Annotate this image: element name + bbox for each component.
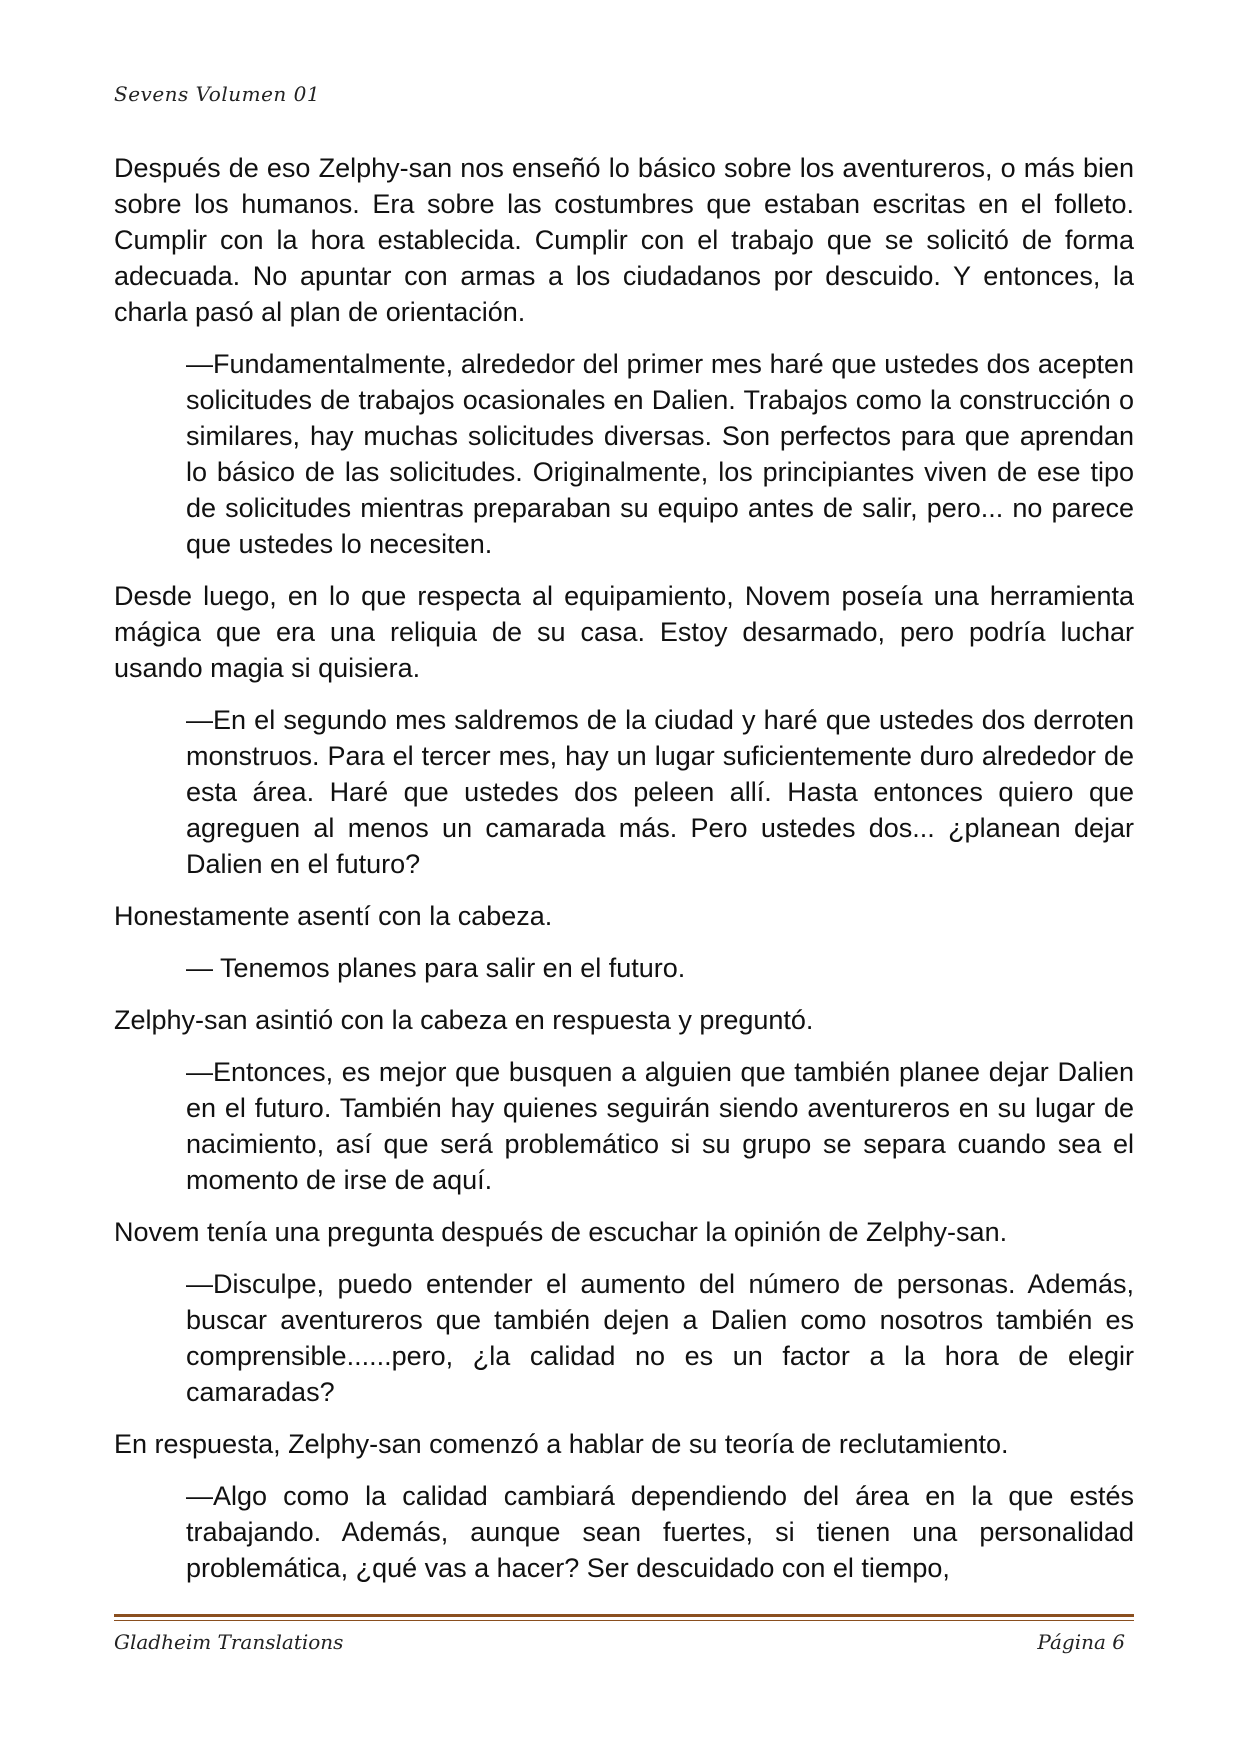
paragraph: Honestamente asentí con la cabeza. — [114, 901, 553, 931]
paragraph: Después de eso Zelphy-san nos enseñó lo básico sobre los aventureros, o más bien sobre los humanos. Era sobre las costumbres que estaban escritas en el folleto. Cumplir con la hora establecida. Cumplir con el trabajo que se solicitó de forma adecuada. No apuntar con armas a los ciudadanos por descuido. Y entonces, la charla pasó al plan de orientación. — [114, 153, 1134, 327]
paragraph: Zelphy-san asintió con la cabeza en respuesta y preguntó. — [114, 1005, 814, 1035]
footer-divider — [114, 1614, 1134, 1617]
footer-page-number: Página 6 — [1037, 1630, 1125, 1654]
dialogue-paragraph: —Fundamentalmente, alrededor del primer mes haré que ustedes dos acepten solicitudes de trabajos ocasionales en Dalien. Trabajos como la construcción o similares, hay muchas solicitudes diversas. Son perfectos para que aprendan lo básico de las solicitudes. Originalmente, los principiantes viven de ese tipo de solicitudes mientras preparaban su equipo antes de salir, pero... no parece que ustedes lo necesiten. — [186, 349, 1134, 559]
paragraph: Novem tenía una pregunta después de escuchar la opinión de Zelphy-san. — [114, 1217, 1008, 1247]
footer-publisher: Gladheim Translations — [114, 1630, 344, 1654]
body-text — [114, 150, 1134, 1602]
running-header: Sevens Volumen 01 — [114, 82, 321, 106]
dialogue-paragraph: — Tenemos planes para salir en el futuro. — [186, 953, 686, 983]
dialogue-paragraph: —En el segundo mes saldremos de la ciudad y haré que ustedes dos derroten monstruos. Para el tercer mes, hay un lugar suficientemente duro alrededor de esta área. Haré que ustedes dos peleen allí. Hasta entonces quiero que agreguen al menos un camarada más. Pero ustedes dos... ¿planean dejar Dalien en el futuro? — [186, 705, 1134, 879]
dialogue-paragraph: —Algo como la calidad cambiará dependiendo del área en la que estés trabajando. Además, aunque sean fuertes, si tienen una personalidad problemática, ¿qué vas a hacer? Ser descuidado con el tiempo, — [186, 1481, 1134, 1583]
paragraph: En respuesta, Zelphy-san comenzó a hablar de su teoría de reclutamiento. — [114, 1429, 1009, 1459]
dialogue-paragraph: —Disculpe, puedo entender el aumento del número de personas. Además, buscar aventureros que también dejen a Dalien como nosotros también es comprensible......pero, ¿la calidad no es un factor a la hora de elegir camaradas? — [186, 1269, 1134, 1407]
paragraph: Desde luego, en lo que respecta al equipamiento, Novem poseía una herramienta mágica que era una reliquia de su casa. Estoy desarmado, pero podría luchar usando magia si quisiera. — [114, 581, 1134, 683]
footer-divider-thin — [114, 1620, 1134, 1621]
dialogue-paragraph: —Entonces, es mejor que busquen a alguien que también planee dejar Dalien en el futuro. También hay quienes seguirán siendo aventureros en su lugar de nacimiento, así que será problemático si su grupo se separa cuando sea el momento de irse de aquí. — [186, 1057, 1134, 1195]
